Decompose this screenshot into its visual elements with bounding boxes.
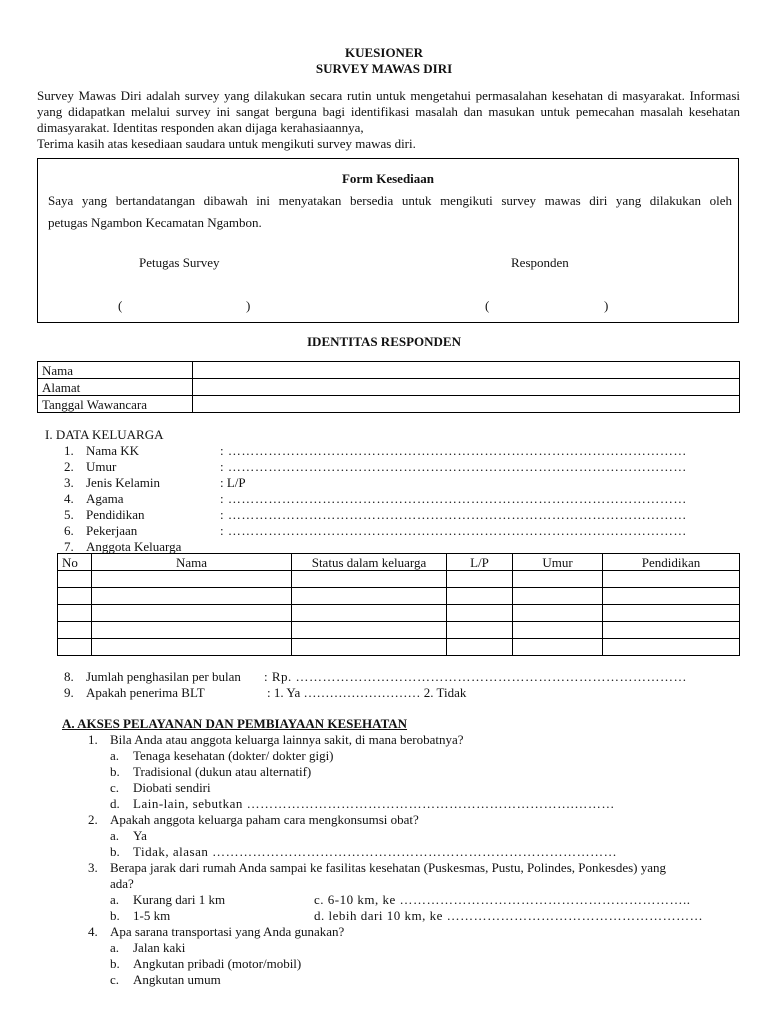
question-3-text: Berapa jarak dari rumah Anda sampai ke fasilitas kesehatan (Puskesmas, Pustu, Polindes, Ponkesdes) yang <box>110 860 666 875</box>
option-text[interactable]: Tenaga kesehatan (dokter/ dokter gigi) <box>133 748 334 763</box>
income-num: 8. <box>64 669 74 684</box>
table-cell[interactable] <box>292 622 447 639</box>
officer-label: Petugas Survey <box>139 255 220 270</box>
family-item-label: Agama <box>86 491 124 506</box>
table-row <box>38 379 740 396</box>
identity-label-date: Tanggal Wawancara <box>38 396 193 413</box>
identity-name-field[interactable] <box>193 362 740 379</box>
column-header: Umur <box>513 554 603 571</box>
family-item-num: 1. <box>64 443 74 458</box>
table-row <box>58 588 740 605</box>
blt-value[interactable]: : 1. Ya ……………………… 2. Tidak <box>267 685 467 700</box>
table-row <box>58 571 740 588</box>
officer-signature-close: ) <box>246 298 251 313</box>
family-item-value[interactable]: : ………………………………………………………………………………………… <box>220 491 687 506</box>
option-letter: b. <box>110 908 120 923</box>
option-text[interactable]: Kurang dari 1 km <box>133 892 226 907</box>
family-item-num: 4. <box>64 491 74 506</box>
blt-num: 9. <box>64 685 74 700</box>
option-text[interactable]: Angkutan umum <box>133 972 221 987</box>
family-item-num: 5. <box>64 507 74 522</box>
family-item-label: Jenis Kelamin <box>86 475 161 490</box>
intro-text <box>37 88 740 152</box>
table-cell[interactable] <box>603 605 740 622</box>
table-cell[interactable] <box>603 639 740 656</box>
option-letter: b. <box>110 764 120 779</box>
identity-table <box>37 361 740 413</box>
family-item-value[interactable]: : ………………………………………………………………………………………… <box>220 459 687 474</box>
respondent-signature-open: ( <box>485 298 490 313</box>
option-text[interactable]: Ya <box>133 828 147 843</box>
table-cell[interactable] <box>447 622 513 639</box>
table-cell[interactable] <box>92 588 292 605</box>
column-header: L/P <box>447 554 513 571</box>
family-heading: I. DATA KELUARGA <box>45 427 164 442</box>
option-letter: d. <box>110 796 120 811</box>
family-item-label: Pekerjaan <box>86 523 138 538</box>
family-item-num: 3. <box>64 475 74 490</box>
table-cell[interactable] <box>58 588 92 605</box>
question-3-text-cont: ada? <box>110 876 134 891</box>
option-letter: a. <box>110 892 120 907</box>
identity-date-field[interactable] <box>193 396 740 413</box>
table-row <box>38 396 740 413</box>
question-num: 4. <box>88 924 98 939</box>
income-value[interactable]: : Rp. …………………………………………………………………………… <box>264 669 688 684</box>
table-cell[interactable] <box>513 571 603 588</box>
option-letter: a. <box>110 828 120 843</box>
table-header-row <box>58 554 740 571</box>
officer-signature-open: ( <box>118 298 123 313</box>
family-item-value[interactable]: : ………………………………………………………………………………………… <box>220 523 687 538</box>
option-text[interactable]: c. 6-10 km, ke ……………………………………………………….. <box>314 892 691 907</box>
document-title: KUESIONER <box>344 45 424 60</box>
table-cell[interactable] <box>58 605 92 622</box>
table-cell[interactable] <box>447 605 513 622</box>
family-item-value[interactable]: : ………………………………………………………………………………………… <box>220 507 687 522</box>
identity-label-address: Alamat <box>38 379 193 396</box>
intro-paragraph: Survey Mawas Diri adalah survey yang dilakukan secara rutin untuk mengetahui permasalahan kesehatan di masyarakat. Informasi yang didapatkan melalui survey ini sangat berguna bagi identifikasi masalah dan masukan untuk pemecahan masalah kesehatan dimasyarakat. Identitas responden akan dijaga kerahasiaannya, <box>37 88 740 135</box>
table-row <box>58 605 740 622</box>
table-cell[interactable] <box>292 605 447 622</box>
question-4-text: Apa sarana transportasi yang Anda gunakan? <box>110 924 345 939</box>
column-header: No <box>58 554 92 571</box>
table-cell[interactable] <box>447 571 513 588</box>
table-cell[interactable] <box>58 622 92 639</box>
family-item-num: 2. <box>64 459 74 474</box>
table-cell[interactable] <box>603 571 740 588</box>
consent-statement-line1: Saya yang bertandatangan dibawah ini menyatakan bersedia untuk mengikuti survey mawas diri yang dilakukan oleh <box>48 193 732 208</box>
document-subtitle: SURVEY MAWAS DIRI <box>315 61 453 76</box>
table-cell[interactable] <box>58 571 92 588</box>
option-text[interactable]: Lain-lain, sebutkan ……………………………………………………………….……… <box>133 796 615 811</box>
column-header: Nama <box>92 554 292 571</box>
question-num: 1. <box>88 732 98 747</box>
option-letter: a. <box>110 940 120 955</box>
table-cell[interactable] <box>292 571 447 588</box>
table-row <box>58 639 740 656</box>
question-num: 2. <box>88 812 98 827</box>
table-cell[interactable] <box>292 588 447 605</box>
table-cell[interactable] <box>92 571 292 588</box>
table-cell[interactable] <box>447 639 513 656</box>
respondent-signature-close: ) <box>604 298 609 313</box>
option-text[interactable]: Angkutan pribadi (motor/mobil) <box>133 956 302 971</box>
table-cell[interactable] <box>58 639 92 656</box>
option-text[interactable]: d. lebih dari 10 km, ke ………………………………………………… <box>314 908 704 923</box>
question-1-text: Bila Anda atau anggota keluarga lainnya sakit, di mana berobatnya? <box>110 732 464 747</box>
table-row <box>58 622 740 639</box>
intro-thanks: Terima kasih atas kesediaan saudara untuk mengikuti survey mawas diri. <box>37 136 416 151</box>
option-letter: c. <box>110 972 120 987</box>
table-cell[interactable] <box>513 622 603 639</box>
table-cell[interactable] <box>92 605 292 622</box>
table-cell[interactable] <box>92 639 292 656</box>
family-item-label: Umur <box>86 459 117 474</box>
consent-statement-line2: petugas Ngambon Kecamatan Ngambon. <box>48 215 262 230</box>
option-letter: a. <box>110 748 120 763</box>
family-item-value[interactable]: : L/P <box>220 475 246 490</box>
column-header: Status dalam keluarga <box>292 554 447 571</box>
family-item-value[interactable]: : ………………………………………………………………………………………… <box>220 443 687 458</box>
option-text[interactable]: Jalan kaki <box>133 940 186 955</box>
table-cell[interactable] <box>603 588 740 605</box>
family-members-table <box>57 553 740 656</box>
respondent-label: Responden <box>511 255 569 270</box>
option-letter: b. <box>110 956 120 971</box>
option-text[interactable]: Tradisional (dukun atau alternatif) <box>133 764 312 779</box>
consent-title: Form Kesediaan <box>341 171 435 186</box>
table-cell[interactable] <box>447 588 513 605</box>
question-num: 3. <box>88 860 98 875</box>
family-members-num: 7. <box>64 539 74 554</box>
section-a-heading: A. AKSES PELAYANAN DAN PEMBIAYAAN KESEHATAN <box>62 716 408 731</box>
table-cell[interactable] <box>92 622 292 639</box>
family-members-label: Anggota Keluarga <box>86 539 182 554</box>
option-letter: c. <box>110 780 120 795</box>
identity-label-name: Nama <box>38 362 193 379</box>
income-label: Jumlah penghasilan per bulan <box>86 669 241 684</box>
blt-label: Apakah penerima BLT <box>86 685 205 700</box>
table-cell[interactable] <box>513 588 603 605</box>
table-cell[interactable] <box>292 639 447 656</box>
option-text[interactable]: 1-5 km <box>133 908 171 923</box>
option-letter: b. <box>110 844 120 859</box>
question-2-text: Apakah anggota keluarga paham cara mengkonsumsi obat? <box>110 812 419 827</box>
table-cell[interactable] <box>513 639 603 656</box>
table-cell[interactable] <box>513 605 603 622</box>
family-item-num: 6. <box>64 523 74 538</box>
option-text[interactable]: Tidak, alasan ……………………………………………………………………………… <box>133 844 618 859</box>
table-cell[interactable] <box>603 622 740 639</box>
consent-form-box <box>37 158 739 323</box>
family-item-label: Nama KK <box>86 443 140 458</box>
family-item-label: Pendidikan <box>86 507 145 522</box>
column-header: Pendidikan <box>603 554 740 571</box>
option-text[interactable]: Diobati sendiri <box>133 780 211 795</box>
identity-title: IDENTITAS RESPONDEN <box>307 334 461 349</box>
table-row <box>38 362 740 379</box>
identity-address-field[interactable] <box>193 379 740 396</box>
